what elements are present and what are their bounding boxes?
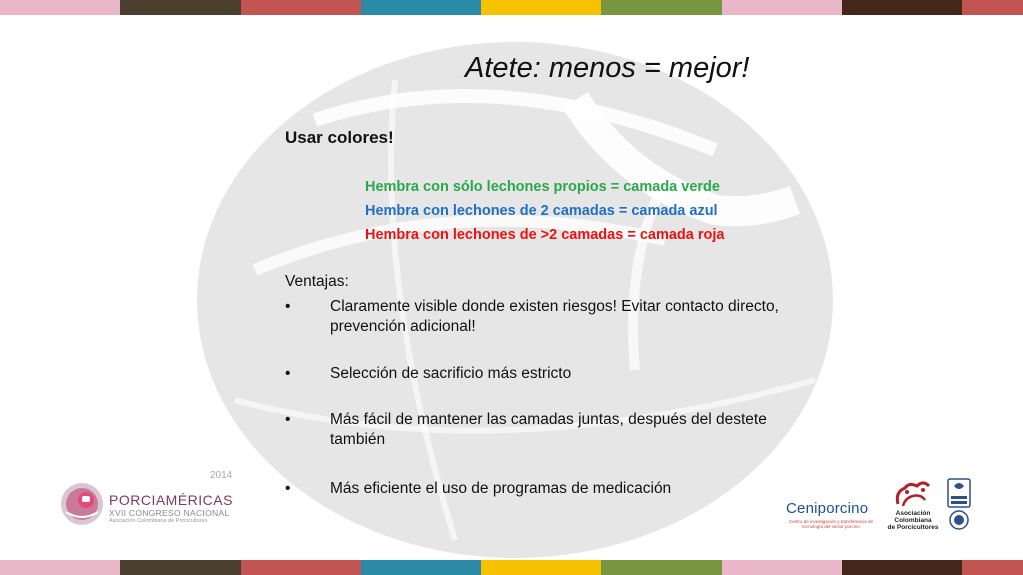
bottom-color-stripe xyxy=(0,560,1023,575)
ventajas-heading: Ventajas: xyxy=(285,273,349,290)
asociacion-line: Asociación xyxy=(895,510,931,517)
stripe-segment xyxy=(601,0,721,15)
top-color-stripe xyxy=(0,0,1023,15)
subtitle: Usar colores! xyxy=(285,128,394,147)
porcicultores-emblem-icon xyxy=(883,478,943,510)
stripe-segment xyxy=(361,560,481,575)
red-litter-line: Hembra con lechones de >2 camadas = camada roja xyxy=(365,227,725,243)
bullet-text: Selección de sacrificio más estricto xyxy=(330,365,572,382)
stripe-segment xyxy=(120,560,240,575)
bullet-dot: • xyxy=(285,411,291,428)
stripe-segment xyxy=(481,0,601,15)
logo-association: Asociación Colombiana de Porcicultores xyxy=(109,518,208,524)
bullet-dot: • xyxy=(285,480,291,497)
stripe-segment xyxy=(0,0,120,15)
stripe-segment xyxy=(842,560,962,575)
stripe-segment xyxy=(722,0,842,15)
logo-year: 2014 xyxy=(210,470,233,481)
stripe-segment xyxy=(842,0,962,15)
stripe-segment xyxy=(962,560,1023,575)
stripe-segment xyxy=(722,560,842,575)
blue-litter-line: Hembra con lechones de 2 camadas = camada azul xyxy=(365,203,718,219)
ceniporcino-tagline: Centro de investigación y transferencia de tecnología del sector porcino xyxy=(788,519,874,529)
bullet-dot: • xyxy=(285,298,291,315)
stripe-segment xyxy=(0,560,120,575)
stripe-segment xyxy=(601,560,721,575)
stripe-segment xyxy=(962,0,1023,15)
bullet-text: Más fácil de mantener las camadas juntas, después del destete también xyxy=(330,411,767,448)
bullet-dot: • xyxy=(285,365,291,382)
slide-title: Atete: menos = mejor! xyxy=(465,52,750,84)
asociacion-logo xyxy=(883,478,943,530)
stripe-segment xyxy=(120,0,240,15)
stripe-segment xyxy=(481,560,601,575)
green-litter-line: Hembra con sólo lechones propios = camada verde xyxy=(365,179,720,195)
bullet-text: Más eficiente el uso de programas de medicación xyxy=(330,480,672,497)
certification-badges-icon xyxy=(946,478,972,530)
bullet-text: Claramente visible donde existen riesgos! Evitar contacto directo, prevención adicional! xyxy=(330,298,779,335)
asociacion-text xyxy=(883,510,943,531)
logo-brand: PORCIAMÉRICAS xyxy=(109,492,233,508)
pig-emblem-icon xyxy=(60,482,104,526)
porciamericas-logo xyxy=(60,470,250,530)
ceniporcino-name: Ceniporcino xyxy=(786,500,869,517)
asociacion-line: Colombiana xyxy=(894,517,932,524)
asociacion-line: de Porcicultores xyxy=(887,524,939,531)
stripe-segment xyxy=(361,0,481,15)
stripe-segment xyxy=(241,560,361,575)
stripe-segment xyxy=(241,0,361,15)
logo-congress: XVII CONGRESO NACIONAL xyxy=(109,508,230,518)
ceniporcino-logo xyxy=(786,500,886,529)
